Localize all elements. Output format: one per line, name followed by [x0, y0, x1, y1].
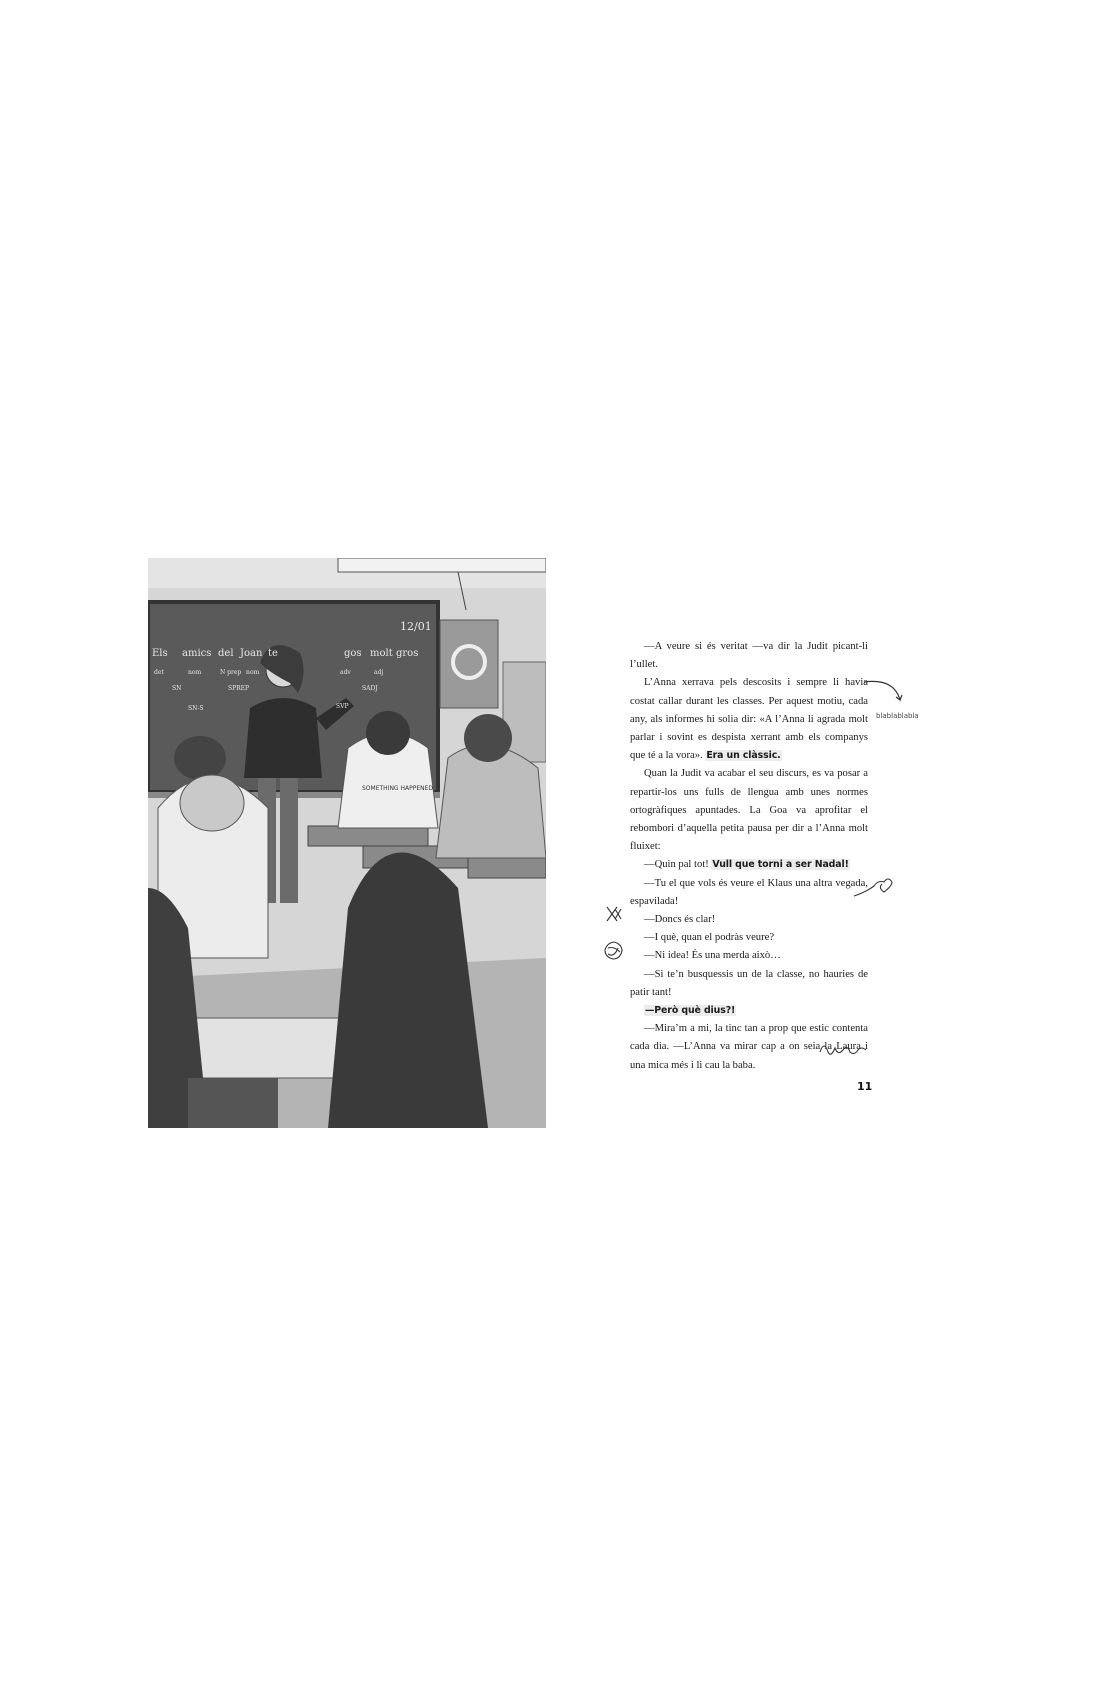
- paragraph-text: L’Anna xerrava pels descosits i sempre li havia costat callar durant les classes. Per aquest motiu, cada any, als informes hi solia dir: «A l’Anna li agrada molt parlar i sovint es despista xerrant amb els companys que té a la vora».: [630, 677, 868, 762]
- highlighted-phrase: —Però què dius?!: [645, 1005, 736, 1017]
- paragraph-text: —Quin pal tot!: [644, 859, 712, 871]
- board-word: Els: [152, 648, 168, 659]
- board-group-label: SN-S: [188, 705, 204, 712]
- board-word-label: adj: [374, 669, 384, 676]
- board-word-label: det: [154, 669, 164, 676]
- board-word: gros: [396, 648, 419, 659]
- board-word-label: nom: [188, 669, 202, 676]
- paragraph: [630, 1002, 868, 1020]
- paragraph: —Si te’n busquessis un de la classe, no hauries de patir tant!: [630, 968, 868, 998]
- board-word: amics: [182, 648, 212, 659]
- scribble-ball-icon: [603, 940, 625, 962]
- paragraph: [630, 674, 868, 765]
- board-group-label: SN: [172, 685, 182, 692]
- board-group-label: SADJ: [362, 685, 378, 692]
- board-word-label: adv: [340, 669, 351, 676]
- board-word: te: [268, 648, 278, 659]
- paragraph: [630, 856, 868, 874]
- board-group-label: SPREP: [228, 685, 250, 692]
- board-word: gos: [344, 648, 362, 659]
- board-word: Joan: [240, 648, 263, 659]
- heart-doodle-icon: [852, 870, 896, 900]
- hoodie-text: SOMETHING HAPPENED: [362, 785, 434, 792]
- blabla-doodle: blablablabla: [876, 712, 919, 720]
- paragraph: —Ni idea! És una merda això…: [644, 950, 781, 962]
- board-word: del: [218, 648, 234, 659]
- board-date: 12/01: [400, 620, 432, 633]
- paragraph: —A veure si és veritat —va dir la Judit picant-li l’ullet.: [630, 641, 868, 671]
- board-word: molt: [370, 648, 393, 659]
- page-number: 11: [857, 1080, 873, 1093]
- paragraph: —Doncs és clar!: [644, 914, 716, 926]
- scribble-icon: [604, 903, 624, 925]
- paragraph: —Tu el que vols és veure el Klaus una altra vegada, espavilada!: [630, 877, 868, 907]
- paragraph: Quan la Judit va acabar el seu discurs, es va posar a repartir-los uns fulls de llengua amb unes normes ortogràfiques apuntades. La Goa va aprofitar el rebombori d’aquella petita pausa per dir a l’Anna molt fluixet:: [630, 768, 868, 853]
- book-text-page: [630, 638, 868, 1075]
- classroom-illustration: [148, 558, 546, 1128]
- signature-scribble-icon: [818, 1038, 868, 1060]
- board-group-label: SVP: [336, 703, 349, 710]
- paragraph: —I què, quan el podràs veure?: [644, 932, 775, 944]
- highlighted-phrase: Vull que torni a ser Nadal!: [712, 859, 849, 871]
- highlighted-phrase: Era un clàssic.: [706, 750, 781, 762]
- board-word-label: N prep: [220, 669, 242, 676]
- curved-arrow-icon: [862, 678, 912, 714]
- board-word-label: nom: [246, 669, 260, 676]
- paragraph: —Mira’m a mi, la tinc tan a prop que estic contenta cada dia. —L’Anna va mirar cap a on seia la Laura i una mica més i li cau la baba.: [630, 1023, 868, 1071]
